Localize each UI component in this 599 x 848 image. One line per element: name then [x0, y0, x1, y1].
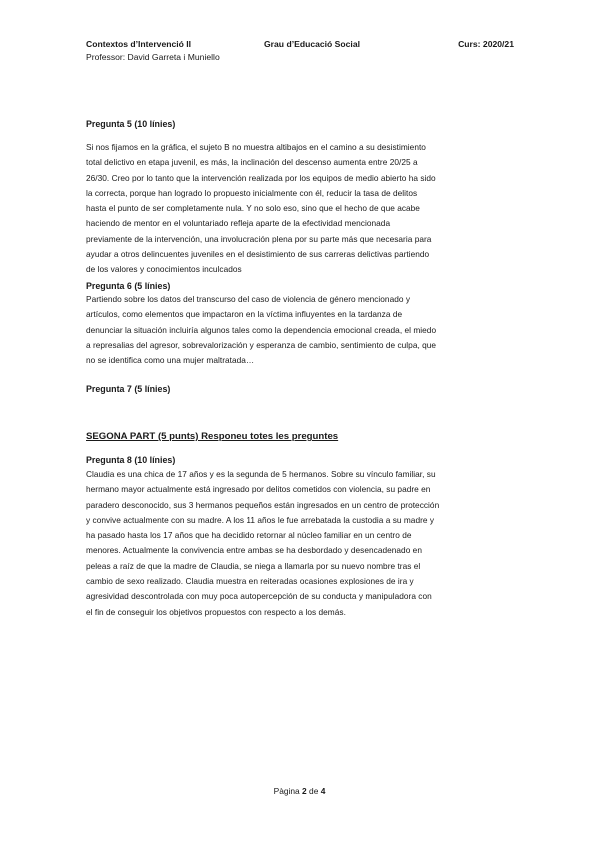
answer-line: a represalias del agresor, sobrevalorización y esperanza de cambio, sentimiento de culpa, que — [86, 339, 437, 350]
page-label: Pàgina — [273, 786, 300, 796]
answer-line: Partiendo sobre los datos del transcurso del caso de violencia de género mencionado y — [86, 294, 411, 304]
answer-line: denunciar la situación incluiría algunos tales como la dependencia emocional creada, el miedo — [86, 324, 437, 335]
answer-line: paradero desconocido, sus 3 hermanos pequeños están ingresados en un centro de protección — [86, 499, 440, 510]
question-5 — [86, 118, 436, 278]
answer-line: y convive actualmente con su madre. A los 11 años le fue arrebatada la custodia a su madre y — [86, 514, 435, 525]
answer-line: de los valores y conocimientos inculcados — [86, 264, 242, 275]
answer-line: haciendo de mentor en el voluntariado refleja aparte de la efectividad mencionada — [86, 218, 391, 229]
answer-line: menores. Actualmente la convivencia entre ambas se ha desbordado y desencadenado en — [86, 545, 422, 556]
total-pages-number: 4 — [320, 786, 326, 796]
professor-name: Professor: David Garreta i Muniello — [86, 52, 220, 62]
page-header — [86, 38, 516, 64]
question-title: Pregunta 5 (10 línies) — [86, 119, 176, 129]
answer-line: agresividad descontrolada con muy poca autopercepción de su conducta y manipuladora con — [86, 591, 432, 602]
answer-line: hasta el punto de ser completamente nula. Y no solo eso, sino que el hecho de que acabe — [86, 203, 420, 214]
section-heading: SEGONA PART (5 punts) Responeu totes les preguntes — [86, 431, 339, 442]
answer-line: artículos, como elementos que impactaron en la víctima influyentes en la tardanza de — [86, 309, 403, 320]
question-title: Pregunta 7 (5 línies) — [86, 384, 171, 394]
page-footer — [0, 786, 599, 796]
answer-line: Si nos fijamos en la gráfica, el sujeto B no muestra altibajos en el camino a su desistimiento — [86, 142, 426, 152]
answer-line: la correcta, porque han logrado lo propuesto inicialmente con él, reducir la tasa de delitos — [86, 187, 418, 198]
answer-line: el fin de conseguir los objetivos propuestos con respecto a los demás. — [86, 606, 346, 617]
question-title: Pregunta 6 (5 línies) — [86, 281, 171, 291]
answer-line: peleas a raíz de que la madre de Claudia, se niega a llamarla por su nuevo nombre tras el — [86, 560, 421, 571]
answer-line: total delictivo en etapa juvenil, es más, la inclinación del descenso aumenta entre 20/25 a — [86, 157, 418, 168]
answer-line: previamente de la intervención, una involucración plena por su parte más que necesaria para — [86, 233, 432, 244]
answer-line: hermano mayor actualmente está ingresado por delitos cometidos con violencia, su padre en — [86, 484, 431, 495]
answer-line: ha pasado hasta los 17 años que ha decidido retornar al núcleo familiar en un centro de — [86, 530, 412, 541]
answer-line: Claudia es una chica de 17 años y es la segunda de 5 hermanos. Sobre su vínculo familiar, su — [86, 469, 436, 479]
answer-line: cambio de sexo realizado. Claudia muestra en reiteradas ocasiones explosiones de ira y — [86, 576, 414, 587]
academic-year: Curs: 2020/21 — [458, 39, 514, 49]
answer-paragraph — [86, 140, 436, 278]
answer-paragraph — [86, 467, 439, 620]
current-page-number: 2 — [302, 786, 307, 796]
page-separator: de — [309, 786, 319, 796]
degree-name: Grau d’Educació Social — [264, 39, 360, 49]
answer-line: ayudar a otros delincuentes juveniles en el desistimiento de sus carreras delictivas partiendo — [86, 249, 430, 260]
course-name: Contextos d’Intervenció II — [86, 39, 192, 49]
answer-line: 26/30. Creo por lo tanto que la intervención realizada por los equipos de medio abierto ha sido — [86, 172, 436, 183]
answer-line: no se identifica como una mujer maltratada… — [86, 355, 255, 366]
answer-paragraph — [86, 292, 436, 368]
question-title: Pregunta 8 (10 línies) — [86, 455, 176, 465]
